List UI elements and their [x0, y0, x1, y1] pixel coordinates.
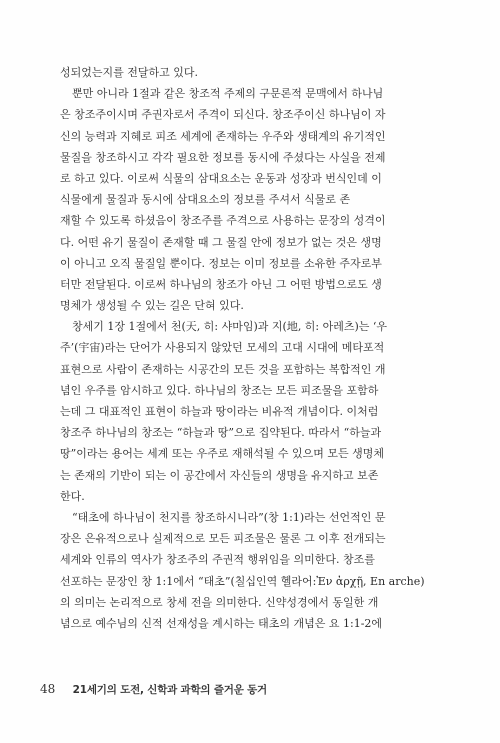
text-line: 신의 능력과 지혜로 피조 세계에 존재하는 우주와 생태계의 유기적인 — [60, 129, 386, 143]
paragraph-start: “태초에 하나님이 천지를 창조하시니라”(창 1:1)라는 선언적인 문 — [72, 510, 386, 524]
text-line: 로 하고 있다. 이로써 식물의 삼대요소는 운동과 성장과 번식인데 이 — [60, 171, 382, 185]
text-line: 장은 은유적으로나 실제적으로 모든 피조물은 물론 그 이후 전개되는 — [60, 532, 386, 546]
page-number: 48 — [40, 682, 56, 696]
text-line: 표현으로 사람이 존재하는 시공간의 모든 것을 포함하는 복합적인 개 — [60, 362, 386, 376]
text-line: 는데 그 대표적인 표현이 하늘과 땅이라는 비유적 개념이다. 이처럼 — [60, 405, 379, 418]
paragraph-start: 뿐만 아니라 1절과 같은 창조적 주제의 구문론적 문맥에서 하나님 — [72, 87, 384, 101]
text-line: 선포하는 문장인 창 1:1에서 “태초”(칠십인역 헬라어:Ἐν ἀρχῇ, En arche) — [60, 574, 425, 588]
text-line: 명체가 생성될 수 있는 길은 단혀 있다. — [60, 299, 244, 313]
text-line: 념인 우주를 암시하고 있다. 하나님의 창조는 모든 피조물을 포함하 — [60, 383, 379, 397]
text-line: 념으로 예수님의 신적 선재성을 계시하는 태초의 개념은 요 1:1-2에 — [60, 616, 383, 630]
text-line: 재할 수 있도록 하셨음이 창조주를 주격으로 사용하는 문장의 성격이 — [60, 214, 386, 228]
text-line: 물질을 창조하시고 각각 필요한 정보를 동시에 주셨다는 사실을 전제 — [60, 150, 386, 164]
text-line: 창조주 하나님의 창조는 “하늘과 땅”으로 집약된다. 따라서 “하늘과 — [60, 426, 382, 440]
text-line: 한다. — [60, 489, 85, 503]
body-text — [60, 62, 434, 634]
text-line: 다. 어떤 유기 물질이 존재할 때 그 물질 안에 정보가 없는 것은 생명 — [60, 235, 382, 249]
text-line: 땅”이라는 용어는 세계 또는 우주로 재해석될 수 있으며 모든 생명체 — [60, 447, 384, 461]
text-line: 이 아니고 오직 물질일 뿐이다. 정보는 이미 정보를 소유한 주자로부 — [60, 256, 382, 270]
text-line: 식물에게 물질과 동시에 삼대요소의 정보를 주셔서 식물로 존 — [60, 193, 351, 207]
text-line: 는 존재의 기반이 되는 이 공간에서 자신들의 생명을 유지하고 보존 — [60, 468, 379, 482]
text-line: 터만 전달된다. 이로써 하나님의 창조가 아닌 그 어떤 방법으로도 생 — [60, 277, 382, 291]
paragraph-start: 창세기 1장 1절에서 천(天, 히: 샤마임)과 지(地, 히: 아레츠)는 ‘우 — [72, 320, 388, 334]
text-line: 성되었는지를 전달하고 있다. — [60, 66, 199, 79]
text-line: 주’(宇宙)라는 단어가 사용되지 않았던 모세의 고대 시대에 메타포적 — [60, 341, 385, 355]
running-title: 21세기의 도전, 신학과 과학의 즐거운 동거 — [72, 684, 267, 696]
page-footer — [40, 682, 460, 697]
text-line: 의 의미는 논리적으로 창세 전을 의미한다. 신약성경에서 동일한 개 — [60, 595, 379, 609]
text-line: 은 창조주이시며 주권자로서 주격이 되신다. 창조주이신 하나님이 자 — [60, 108, 386, 122]
text-line: 세계와 인류의 역사가 창조주의 주권적 행위임을 의미한다. 창조를 — [60, 553, 375, 567]
